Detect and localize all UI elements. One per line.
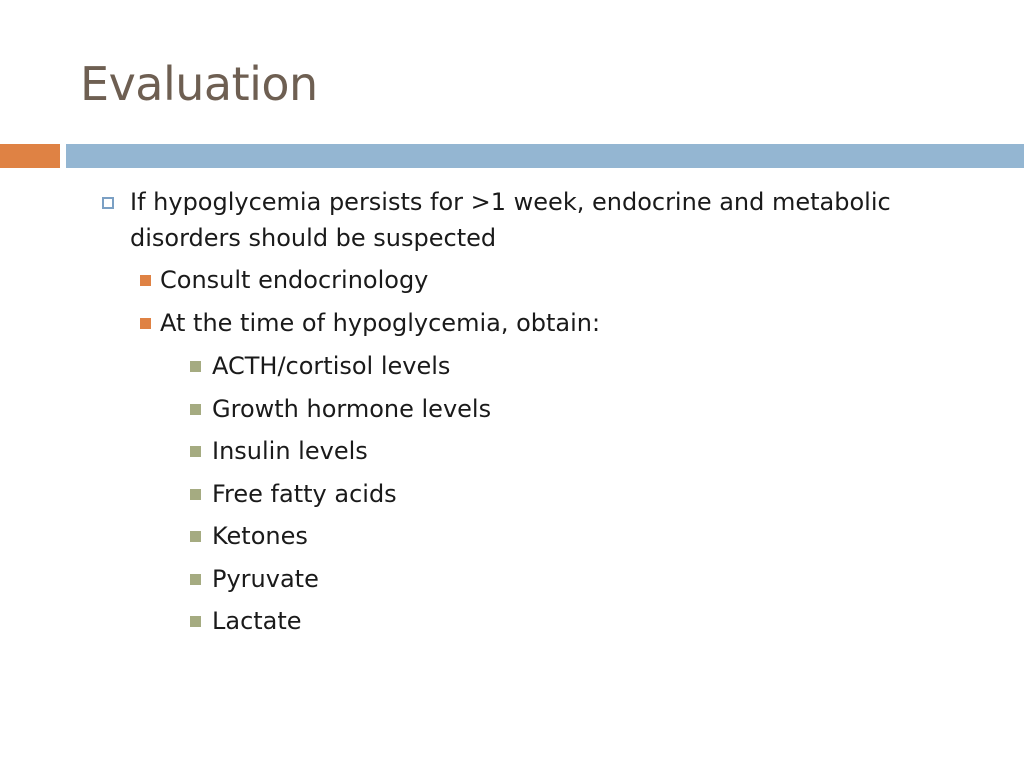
bullet-text: If hypoglycemia persists for >1 week, endocrine and metabolic disorders should be suspected <box>130 188 891 252</box>
green-square-bullet-icon <box>190 404 201 415</box>
sub-sub-bullet-text: Pyruvate <box>212 564 319 593</box>
green-square-bullet-icon <box>190 489 201 500</box>
sub-sub-bullet-text: Lactate <box>212 607 302 635</box>
sub-sub-bullet-item <box>102 561 1002 597</box>
sub-sub-bullet-item <box>102 391 1002 427</box>
orange-square-bullet-icon <box>140 318 151 329</box>
sub-sub-bullet-text: Growth hormone levels <box>212 394 492 423</box>
orange-accent-bar <box>0 144 60 168</box>
orange-square-bullet-icon <box>140 275 151 286</box>
sub-bullet-item <box>102 305 1002 341</box>
green-square-bullet-icon <box>190 574 201 585</box>
green-square-bullet-icon <box>190 531 201 542</box>
bullet-list <box>102 184 1002 646</box>
slide-title: Evaluation <box>80 57 318 111</box>
sub-sub-bullet-text: Ketones <box>212 522 308 550</box>
blue-accent-bar <box>66 144 1024 168</box>
green-square-bullet-icon <box>190 616 201 627</box>
sub-sub-bullet-text: Free fatty acids <box>212 479 397 508</box>
hollow-square-bullet-icon <box>102 197 114 209</box>
bullet-item <box>102 184 1002 256</box>
sub-bullet-text: Consult endocrinology <box>160 266 429 294</box>
sub-sub-bullet-item <box>102 433 1002 469</box>
sub-sub-bullet-item <box>102 518 1002 554</box>
green-square-bullet-icon <box>190 446 201 457</box>
sub-sub-bullet-item <box>102 476 1002 512</box>
sub-bullet-text: At the time of hypoglycemia, obtain: <box>160 309 601 337</box>
sub-bullet-item <box>102 262 1002 298</box>
green-square-bullet-icon <box>190 361 201 372</box>
sub-sub-bullet-item <box>102 348 1002 384</box>
sub-sub-bullet-text: Insulin levels <box>212 437 368 465</box>
sub-sub-bullet-item <box>102 603 1002 639</box>
sub-sub-bullet-text: ACTH/cortisol levels <box>212 352 451 380</box>
